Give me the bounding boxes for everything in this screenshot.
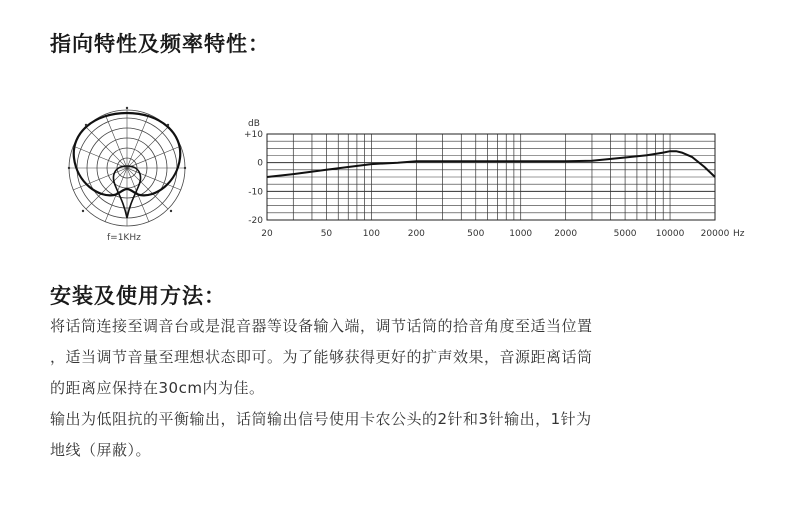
y-tick-labels bbox=[244, 130, 263, 226]
install-paragraph-2 bbox=[50, 404, 750, 466]
x-tick-label: 1000 bbox=[509, 229, 533, 239]
frequency-response-line bbox=[267, 151, 715, 177]
x-tick-label: 100 bbox=[362, 229, 380, 239]
text-line: 地线（屏蔽）。 bbox=[50, 441, 152, 459]
y-tick-label: -10 bbox=[248, 187, 263, 198]
y-tick-label: -20 bbox=[248, 216, 263, 226]
y-tick-label: 0 bbox=[257, 158, 263, 169]
x-tick-label: 5000 bbox=[613, 229, 637, 239]
x-tick-label: 10000 bbox=[655, 229, 685, 239]
x-axis-label: Hz bbox=[733, 229, 745, 239]
x-tick-label: 2000 bbox=[554, 229, 578, 239]
polar-section-title: 指向特性及频率特性： bbox=[50, 32, 270, 56]
text-line: 输出为低阻抗的平衡输出，话筒输出信号使用卡农公头的2针和3针输出，1针为 bbox=[50, 410, 592, 428]
install-section-title: 安装及使用方法： bbox=[50, 284, 226, 308]
polar-caption: f=1KHz bbox=[107, 233, 141, 243]
text-line: 将话筒连接至调音台或是混音器等设备输入端，调节话筒的拾音角度至适当位置 bbox=[50, 317, 593, 335]
y-axis-label: dB bbox=[248, 119, 260, 129]
x-tick-label: 20 bbox=[261, 229, 273, 239]
x-tick-label: 500 bbox=[467, 229, 485, 239]
frequency-response-chart bbox=[235, 112, 755, 244]
x-tick-label: 200 bbox=[407, 229, 425, 239]
x-tick-label: 50 bbox=[320, 229, 333, 239]
y-tick-label: +10 bbox=[244, 130, 263, 140]
x-tick-labels bbox=[261, 229, 729, 239]
x-tick-label: 20000 bbox=[700, 229, 730, 239]
text-line: ，适当调节音量至理想状态即可。为了能够获得更好的扩声效果，音源距离话筒 bbox=[50, 348, 593, 366]
text-line: 的距离应保持在30cm内为佳。 bbox=[50, 379, 265, 397]
chart-grid bbox=[267, 134, 715, 220]
polar-pattern-diagram bbox=[55, 103, 200, 248]
install-paragraph-1 bbox=[50, 311, 750, 404]
